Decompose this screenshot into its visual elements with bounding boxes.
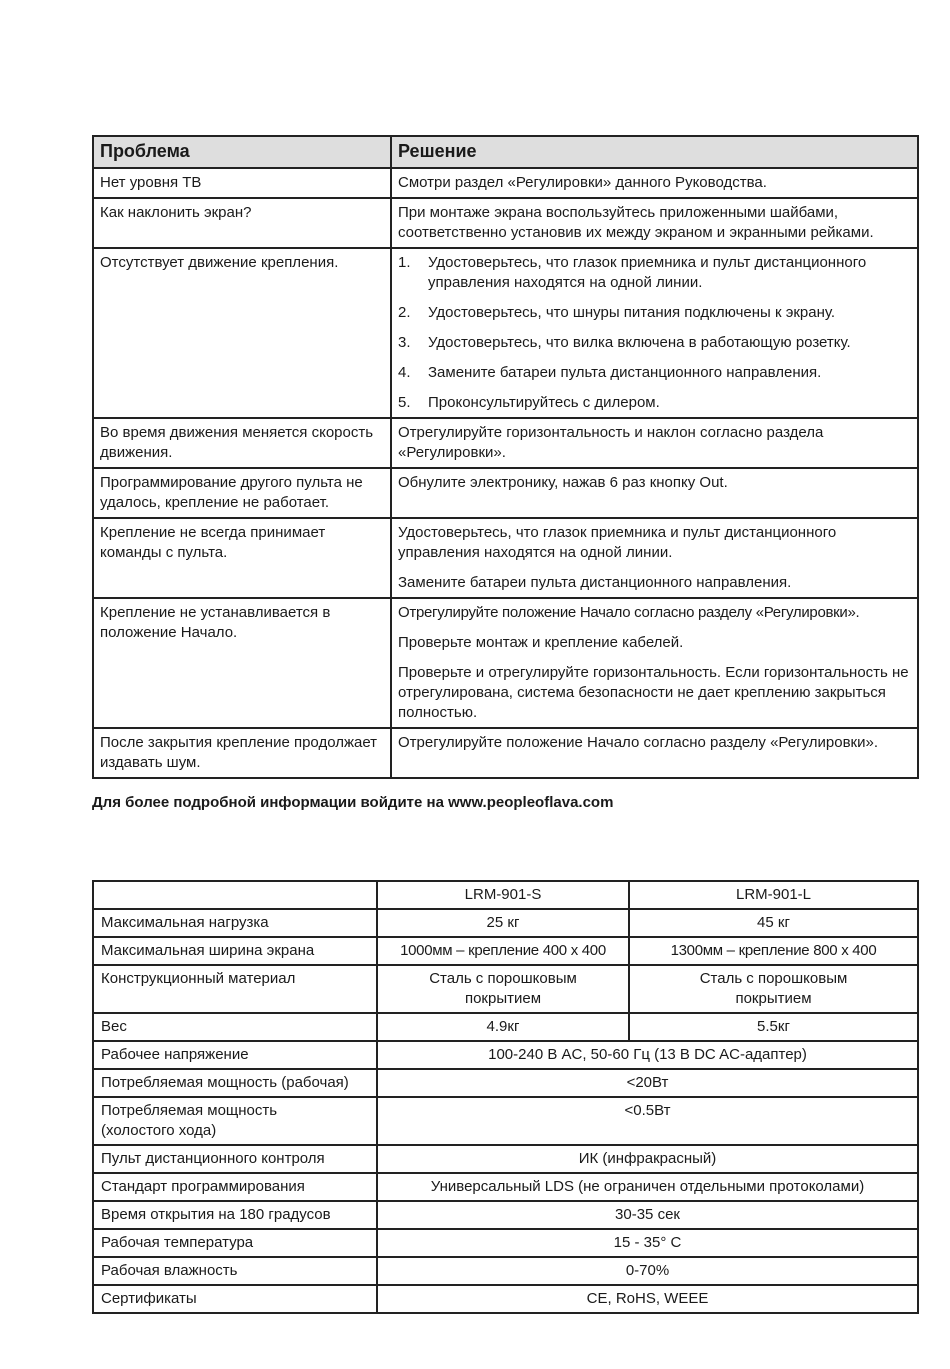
solution-text: Отрегулируйте горизонтальность и наклон согласно раздела «Регулировки». xyxy=(398,424,824,461)
solution-cell xyxy=(391,468,918,518)
table-row xyxy=(93,1257,918,1285)
spec-value-l: Сталь с порошковым покрытием xyxy=(629,965,918,1013)
solution-text: Смотри раздел «Регулировки» данного Руководства. xyxy=(398,174,767,191)
table-row xyxy=(93,1041,918,1069)
table-row xyxy=(93,1285,918,1313)
table-row xyxy=(93,1013,918,1041)
table-row xyxy=(93,1201,918,1229)
spec-value: 30-35 сек xyxy=(377,1201,918,1229)
solution-text: Обнулите электронику, нажав 6 раз кнопку Out. xyxy=(398,474,728,491)
spec-value-s: 1000мм – крепление 400 x 400 xyxy=(377,937,629,965)
problem-cell: Крепление не устанавливается в положение Начало. xyxy=(93,598,391,728)
step-number: 2. xyxy=(398,304,411,321)
spec-value: <20Вт xyxy=(377,1069,918,1097)
table-row xyxy=(93,1145,918,1173)
step-number: 1. xyxy=(398,254,411,271)
solution-text: Удостоверьтесь, что глазок приемника и пульт дистанционного управления находятся на одной линии. xyxy=(398,524,837,561)
spec-value: 0-70% xyxy=(377,1257,918,1285)
table-row xyxy=(93,1173,918,1201)
table-row xyxy=(93,937,918,965)
spec-label: Максимальная нагрузка xyxy=(93,909,377,937)
solution-cell xyxy=(391,168,918,198)
step-number: 4. xyxy=(398,364,411,381)
list-item xyxy=(398,333,911,353)
spec-label: Рабочая температура xyxy=(93,1229,377,1257)
table-row xyxy=(93,965,918,1013)
table-row xyxy=(93,468,918,518)
table-row xyxy=(93,1097,918,1145)
table-row xyxy=(93,198,918,248)
table-row xyxy=(93,1069,918,1097)
solution-text: Проверьте монтаж и крепление кабелей. xyxy=(398,634,684,651)
problem-cell: Во время движения меняется скорость движения. xyxy=(93,418,391,468)
spec-value-l: 45 кг xyxy=(629,909,918,937)
step-number: 3. xyxy=(398,334,411,351)
list-item xyxy=(398,363,911,383)
solution-header: Решение xyxy=(391,136,918,168)
spec-value-l: 1300мм – крепление 800 x 400 xyxy=(629,937,918,965)
table-row xyxy=(93,168,918,198)
table-header-row xyxy=(93,136,918,168)
solution-text: Замените батареи пульта дистанционного направления. xyxy=(398,574,792,591)
problem-cell: Как наклонить экран? xyxy=(93,198,391,248)
model-s-header: LRM-901-S xyxy=(377,881,629,909)
table-row xyxy=(93,418,918,468)
solution-cell xyxy=(391,598,918,728)
spec-value: 100-240 В AC, 50-60 Гц (13 В DC AC-адаптер) xyxy=(377,1041,918,1069)
spec-value: ИК (инфракрасный) xyxy=(377,1145,918,1173)
spec-value-s: 4.9кг xyxy=(377,1013,629,1041)
list-item xyxy=(398,303,911,323)
model-l-header: LRM-901-L xyxy=(629,881,918,909)
table-row xyxy=(93,248,918,418)
solution-steps xyxy=(398,253,911,413)
solution-text: Проверьте и отрегулируйте горизонтальность. Если горизонтальность не отрегулирована, система безопасности не дает креплению закрыться полностью. xyxy=(398,664,909,721)
specs-table xyxy=(92,880,919,1314)
step-text: Проконсультируйтесь с дилером. xyxy=(428,394,660,411)
spec-label: Потребляемая мощность (холостого хода) xyxy=(93,1097,377,1145)
troubleshooting-table xyxy=(92,135,919,779)
spec-value-l: 5.5кг xyxy=(629,1013,918,1041)
empty-header-cell xyxy=(93,881,377,909)
solution-cell xyxy=(391,728,918,778)
more-info-text: Для более подробной информации войдите на www.peopleoflava.com xyxy=(92,794,614,811)
spec-label: Конструкционный материал xyxy=(93,965,377,1013)
list-item xyxy=(398,393,911,413)
solution-cell xyxy=(391,418,918,468)
specs-header-row xyxy=(93,881,918,909)
solution-text: При монтаже экрана воспользуйтесь приложенными шайбами, соответственно установив их между экраном и экранными рейками. xyxy=(398,204,874,241)
step-text: Удостоверьтесь, что шнуры питания подключены к экрану. xyxy=(428,304,836,321)
spec-label: Время открытия на 180 градусов xyxy=(93,1201,377,1229)
spec-label: Рабочая влажность xyxy=(93,1257,377,1285)
spec-label: Максимальная ширина экрана xyxy=(93,937,377,965)
problem-header: Проблема xyxy=(93,136,391,168)
table-row xyxy=(93,598,918,728)
problem-cell: Отсутствует движение крепления. xyxy=(93,248,391,418)
step-number: 5. xyxy=(398,394,411,411)
solution-cell xyxy=(391,518,918,598)
spec-value: <0.5Вт xyxy=(377,1097,918,1145)
spec-label: Стандарт программирования xyxy=(93,1173,377,1201)
list-item xyxy=(398,253,911,293)
spec-label: Сертификаты xyxy=(93,1285,377,1313)
solution-cell xyxy=(391,248,918,418)
spec-value: 15 - 35° C xyxy=(377,1229,918,1257)
step-text: Удостоверьтесь, что глазок приемника и пульт дистанционного управления находятся на одной линии. xyxy=(428,254,867,291)
table-row xyxy=(93,909,918,937)
spec-value: CE, RoHS, WEEE xyxy=(377,1285,918,1313)
table-row xyxy=(93,518,918,598)
spec-label: Вес xyxy=(93,1013,377,1041)
solution-cell xyxy=(391,198,918,248)
spec-label: Рабочее напряжение xyxy=(93,1041,377,1069)
spec-value-s: Сталь с порошковым покрытием xyxy=(377,965,629,1013)
spec-label: Пульт дистанционного контроля xyxy=(93,1145,377,1173)
problem-cell: После закрытия крепление продолжает издавать шум. xyxy=(93,728,391,778)
problem-cell: Крепление не всегда принимает команды с пульта. xyxy=(93,518,391,598)
table-row xyxy=(93,728,918,778)
spec-value-s: 25 кг xyxy=(377,909,629,937)
step-text: Замените батареи пульта дистанционного направления. xyxy=(428,364,822,381)
spec-value: Универсальный LDS (не ограничен отдельными протоколами) xyxy=(377,1173,918,1201)
spec-label: Потребляемая мощность (рабочая) xyxy=(93,1069,377,1097)
table-row xyxy=(93,1229,918,1257)
solution-text: Отрегулируйте положение Начало согласно разделу «Регулировки». xyxy=(398,604,860,621)
problem-cell: Нет уровня ТВ xyxy=(93,168,391,198)
solution-text: Отрегулируйте положение Начало согласно разделу «Регулировки». xyxy=(398,734,878,751)
problem-cell: Программирование другого пульта не удалось, крепление не работает. xyxy=(93,468,391,518)
step-text: Удостоверьтесь, что вилка включена в работающую розетку. xyxy=(428,334,851,351)
